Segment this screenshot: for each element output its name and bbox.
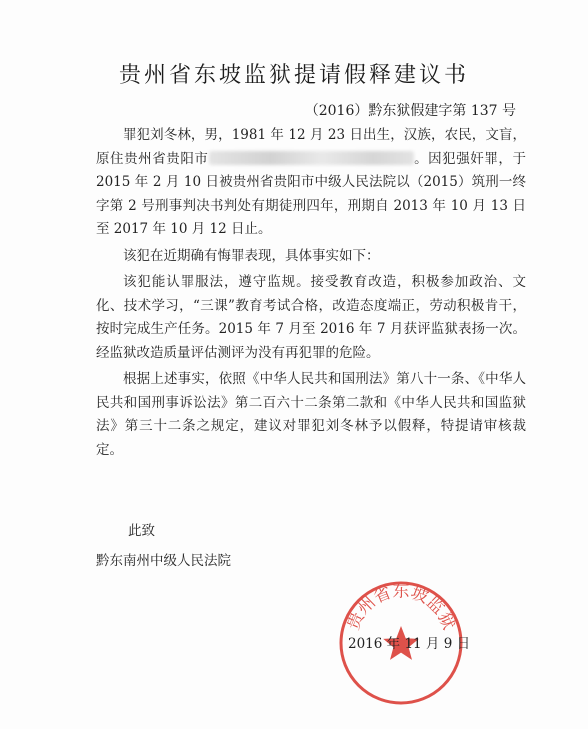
document-body xyxy=(96,124,526,462)
document-date: 2016 年 11 月 9 日 xyxy=(348,636,471,652)
document-number: （2016）黔东狱假建字第 137 号 xyxy=(304,103,516,119)
paragraph-legal-basis: 根据上述事实，依照《中华人民共和国刑法》第八十一条、《中华人民共和国刑事诉讼法》第二百六十二条第二款和《中华人民共和国监狱法》第三十二条之规定，建议对罪犯刘冬林予以假释，特提请审核裁定。 xyxy=(96,371,526,458)
offender-info-text: 罪犯刘冬林，男，1981 年 12 月 23 日出生，汉族，农民，文盲，原住贵州省贵阳市 xyxy=(96,127,526,167)
recipient-court: 黔东南州中级人民法院 xyxy=(96,553,231,569)
salutation: 此致 xyxy=(128,523,155,539)
seal-text: 贵州省东坡监狱 xyxy=(343,581,459,633)
paragraph-offender-info xyxy=(96,124,526,242)
paragraph-intro: 该犯在近期确有悔罪表现，具体事实如下： xyxy=(123,247,380,264)
paragraph-facts: 该犯能认罪服法，遵守监规。接受教育改造，积极参加政治、文化、技术学习，“三课”教育考试合格，改造态度端正，劳动积极肯干，按时完成生产任务。2015 年 7 月至 2016 年 7 月获评监狱表扬一次。经监狱改造质量评估测评为没有再犯罪的危险。 xyxy=(96,274,526,361)
redacted-address xyxy=(209,151,414,165)
document-title: 贵州省东坡监狱提请假释建议书 xyxy=(118,63,469,88)
sentence-info-text: 。因犯强奸罪，于 2015 年 2 月 10 日被贵州省贵阳市中级人民法院以（2015）筑刑一终字第 2 号刑事判决书判处有期徒刑四年，刑期自 2013 年 10 月 13 日至 2017 年 10 月 12 日止。 xyxy=(96,150,526,237)
